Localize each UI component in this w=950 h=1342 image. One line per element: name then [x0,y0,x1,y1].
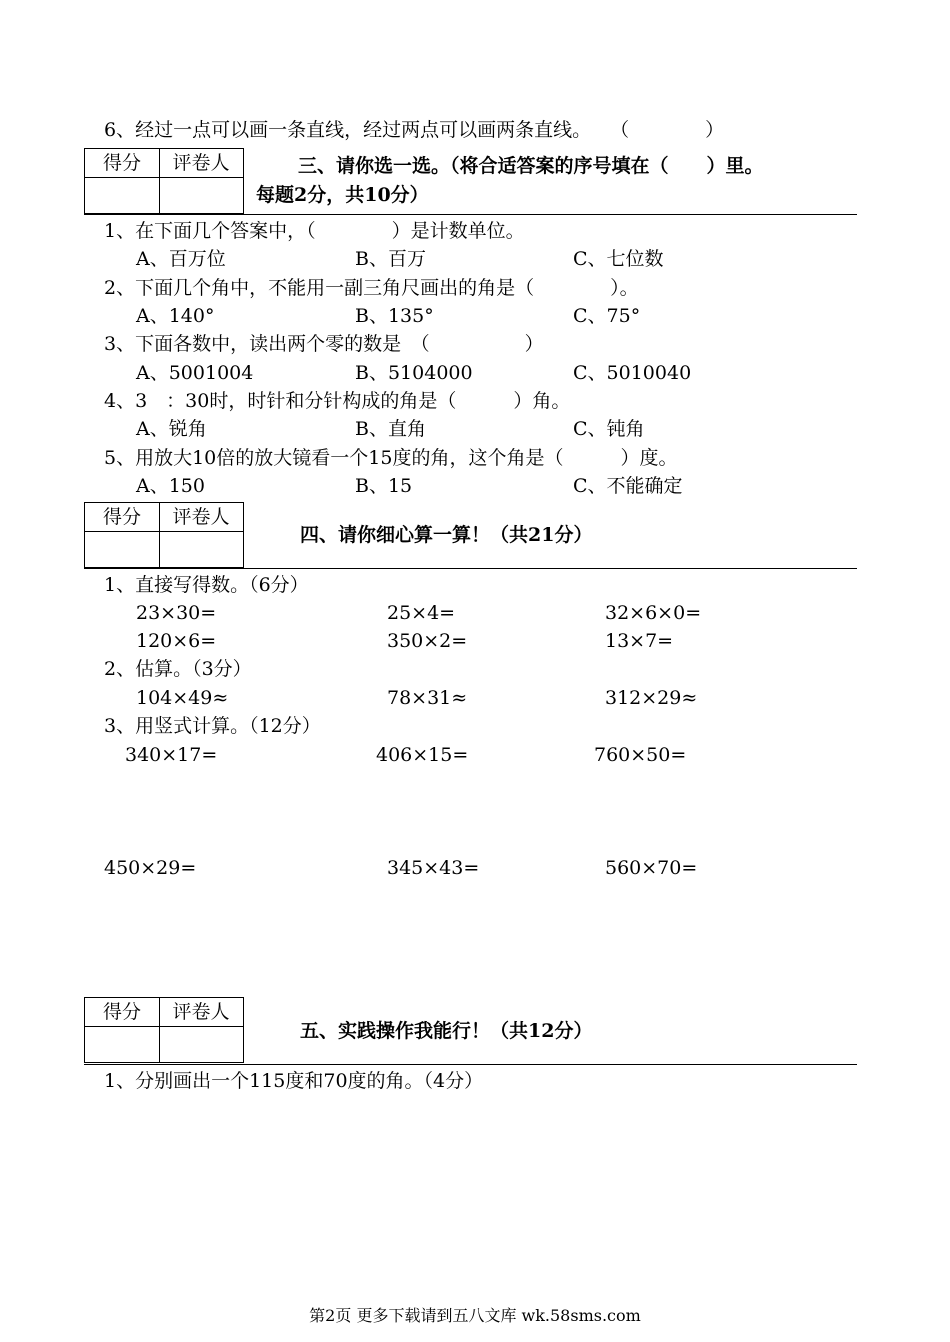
section5-title: 五、实践操作我能行！（共12分） [300,1020,593,1042]
choice-option-b: B、135° [355,305,434,327]
column-calc-item: 560×70= [605,857,698,879]
part-heading: 2、估算。（3分） [104,658,252,680]
calc-item: 120×6= [136,630,217,652]
column-calc-item: 340×17= [125,744,218,766]
choice-question: 1、在下面几个答案中，（ ）是计数单位。 [104,220,525,242]
choice-option-c: C、75° [573,305,641,327]
page-footer: 第2页 更多下载请到五八文库 wk.58sms.com [309,1306,641,1325]
score-box [84,148,244,214]
column-calc-item: 406×15= [376,744,469,766]
part-heading: 3、用竖式计算。（12分） [104,715,321,737]
calc-item: 13×7= [605,630,674,652]
choice-option-b: B、百万 [355,248,426,270]
choice-option-a: A、百万位 [136,248,226,270]
choice-option-c: C、钝角 [573,418,645,440]
section-divider [84,568,857,569]
grader-label: 评卷人 [172,506,230,528]
choice-option-a: A、锐角 [136,418,207,440]
estimate-item: 78×31≈ [387,687,468,709]
part-heading: 1、分别画出一个115度和70度的角。（4分） [104,1070,484,1092]
column-calc-item: 760×50= [594,744,687,766]
choice-option-a: A、140° [136,305,215,327]
score-box [84,502,244,568]
calc-item: 350×2= [387,630,468,652]
choice-option-c: C、七位数 [573,248,664,270]
choice-option-c: C、5010040 [573,362,692,384]
score-label: 得分 [102,152,141,174]
section3-title: 三、请你选一选。（将合适答案的序号填在（ ）里。 [298,155,764,177]
choice-question: 2、下面几个角中，不能用一副三角尺画出的角是（ ）。 [104,277,639,299]
choice-option-b: B、15 [355,475,413,497]
calc-item: 23×30= [136,602,217,624]
choice-option-b: B、直角 [355,418,426,440]
section-divider [84,214,857,215]
choice-option-c: C、不能确定 [573,475,683,497]
grader-label: 评卷人 [172,1001,230,1023]
column-calc-item: 345×43= [387,857,480,879]
column-calc-item: 450×29= [104,857,197,879]
choice-option-a: A、150 [136,475,205,497]
estimate-item: 104×49≈ [136,687,229,709]
score-label: 得分 [102,1001,141,1023]
choice-question: 5、用放大10倍的放大镜看一个15度的角，这个角是（ ）度。 [104,447,678,469]
choice-option-b: B、5104000 [355,362,473,384]
estimate-item: 312×29≈ [605,687,698,709]
part-heading: 1、直接写得数。（6分） [104,574,309,596]
section4-title: 四、请你细心算一算！（共21分） [300,524,593,546]
calc-item: 32×6×0= [605,602,702,624]
choice-option-a: A、5001004 [136,362,254,384]
calc-item: 25×4= [387,602,456,624]
grader-label: 评卷人 [172,152,230,174]
choice-question: 3、下面各数中，读出两个零的数是 （ ） [104,333,544,355]
score-box [84,997,244,1063]
score-label: 得分 [102,506,141,528]
choice-question: 4、3 ：30时，时针和分针构成的角是（ ）角。 [104,390,571,412]
section-divider [84,1064,857,1065]
question-6: 6、经过一点可以画一条直线，经过两点可以画两条直线。 （ ） [104,119,725,141]
section3-title-cont: 每题2分，共10分） [256,184,429,206]
